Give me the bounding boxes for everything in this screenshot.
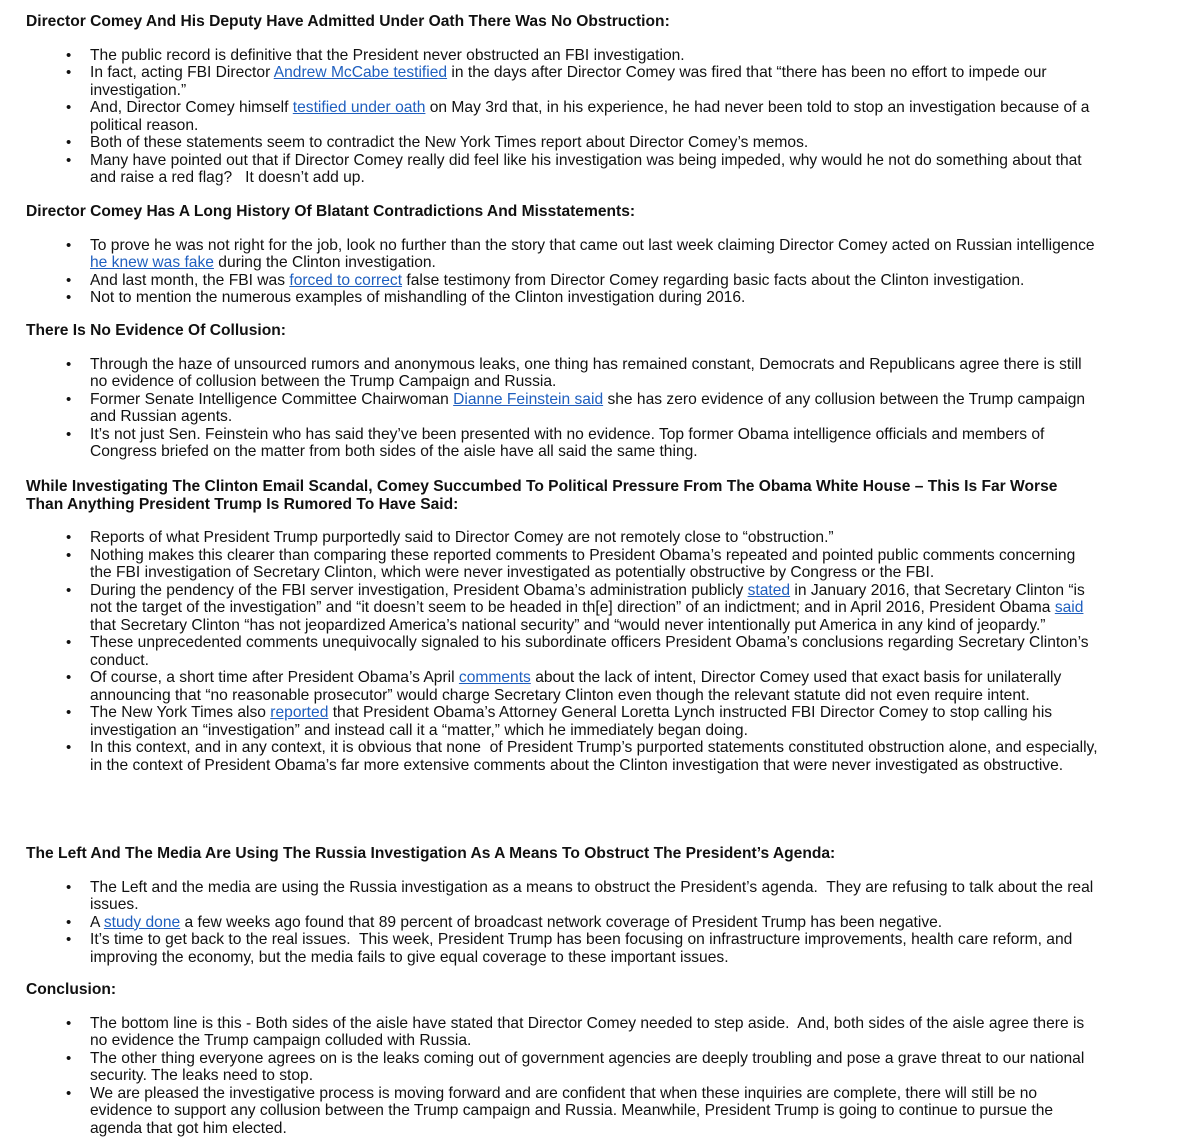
inline-link[interactable]: Dianne Feinstein said [453,390,604,408]
bullet-item [0,272,1100,290]
bullet-text: in January 2016, that Secretary Clinton “is not the target of the investigation” and “it doesn’t seem to be headed in th[e] direction” of an indictment; and in April 2016, President Obama [90,581,1085,616]
section-contradictions [0,203,1200,307]
section-heading: Director Comey And His Deputy Have Admitted Under Oath There Was No Obstruction: [26,13,670,30]
bullet-item [0,914,1100,932]
bullet-text: that President Obama’s Attorney General Loretta Lynch instructed FBI Director Comey to stop calling his investigation an “investigation” and instead call it a “matter,” which he immediately began doing. [90,704,1053,739]
section-heading: The Left And The Media Are Using The Russia Investigation As A Means To Obstruct The President’s Agenda: [26,845,836,862]
bullet-item [0,1085,1100,1138]
bullet-text: Of course, a short time after President Obama’s April [90,669,459,686]
bullet-list [0,356,1200,461]
bullet-item [0,931,1100,966]
section-no-obstruction [0,13,1200,187]
bullet-text: A [90,913,104,931]
bullet-text: false testimony from Director Comey regarding basic facts about the Clinton investigation. [402,271,1025,289]
bullet-text: Not to mention the numerous examples of mishandling of the Clinton investigation during 2016. [90,289,746,306]
bullet-text: she has zero evidence of any collusion between the Trump campaign and Russian agents. [90,390,1086,425]
inline-link[interactable]: reported [270,704,329,721]
inline-link[interactable]: testified under oath [292,99,426,116]
bullet-item [0,704,1100,739]
inline-link[interactable]: study done [103,913,181,931]
bullet-text: The other thing everyone agrees on is the leaks coming out of government agencies are deeply troubling and pose a grave threat to our national security. The leaks need to stop. [90,1049,1085,1084]
bullet-item [0,99,1100,134]
inline-link[interactable]: he knew was fake [90,254,214,271]
bullet-item [0,426,1100,461]
bullet-text: The New York Times also [90,704,271,721]
bullet-text: And last month, the FBI was [90,271,290,289]
bullet-list [0,529,1200,774]
bullet-item [0,64,1100,99]
bullet-text: a few weeks ago found that 89 percent of broadcast network coverage of President Trump has been negative. [180,913,943,931]
bullet-text: Nothing makes this clearer than comparing these reported comments to President Obama’s repeated and pointed public comments concerning the FBI investigation of Secretary Clinton, which were never investigated as potentially obstructive by Congress or the FBI. [90,546,1076,581]
inline-link[interactable]: Andrew McCabe testified [273,64,448,81]
bullet-text: Both of these statements seem to contradict the New York Times report about Director Comey’s memos. [90,134,809,151]
inline-link[interactable]: comments [458,669,531,686]
bullet-item [0,237,1100,272]
section-heading: Director Comey Has A Long History Of Blatant Contradictions And Misstatements: [26,203,636,220]
bullet-text: Many have pointed out that if Director Comey really did feel like his investigation was being impeded, why would he not do something about that and raise a red flag? It doesn’t add up. [90,151,1082,186]
bullet-text: In this context, and in any context, it is obvious that none of President Trump’s purported statements constituted obstruction alone, and especially, in the context of President Obama’s far more extensive comments about the Clinton investigation that were never investigated as obstructive. [90,739,1098,774]
bullet-text: It’s time to get back to the real issues. This week, President Trump has been focusing on infrastructure improvements, health care reform, and improving the economy, but the media fails to give equal coverage to these important issues. [90,931,1073,966]
bullet-text: In fact, acting FBI Director [90,64,274,81]
inline-link[interactable]: stated [747,581,791,599]
section-no-collusion [0,322,1200,461]
section-conclusion [0,981,1200,1137]
bullet-text: To prove he was not right for the job, look no further than the story that came out last week claiming Director Comey acted on Russian intelligence [90,236,1095,254]
bullet-item [0,1050,1100,1085]
inline-link[interactable]: said [1054,599,1084,616]
bullet-text: that Secretary Clinton “has not jeopardized America’s national security” and “would never intentionally put America in any kind of jeopardy.” [90,616,1046,634]
section-heading: While Investigating The Clinton Email Scandal, Comey Succumbed To Political Pressure From The Obama White House – This Is Far Worse Than Anything President Trump Is Rumored To Have Said: [26,478,1058,513]
bullet-item [0,547,1100,582]
bullet-list [0,1015,1200,1138]
bullet-list [0,879,1200,967]
bullet-item [0,879,1100,914]
section-clinton-email [0,478,1200,774]
section-heading: Conclusion: [26,981,117,998]
bullet-text: And, Director Comey himself [90,99,293,116]
inline-link[interactable]: forced to correct [289,271,403,289]
bullet-item [0,669,1100,704]
bullet-text: on May 3rd that, in his experience, he had never been told to stop an investigation because of a political reason. [90,99,1090,134]
bullet-item [0,134,1100,152]
bullet-text: We are pleased the investigative process is moving forward and are confident that when these inquiries are complete, there will still be no evidence to support any collusion between the Trump campaign and Russia. Meanwhile, President Trump is going to continue to pursue the agenda that got him elected. [90,1084,1054,1137]
bullet-text: during the Clinton investigation. [213,254,436,271]
bullet-item [0,739,1100,774]
bullet-item [0,391,1100,426]
bullet-text: Former Senate Intelligence Committee Chairwoman [90,390,454,408]
bullet-item [0,582,1100,635]
bullet-item [0,152,1100,187]
section-heading: There Is No Evidence Of Collusion: [26,322,286,339]
bullet-text: It’s not just Sen. Feinstein who has said they’ve been presented with no evidence. Top former Obama intelligence officials and members of Congress briefed on the matter from both sides of the aisle have all said the same thing. [90,425,1045,460]
bullet-item [0,289,1100,307]
bullet-item [0,529,1100,547]
bullet-text: The Left and the media are using the Russia investigation as a means to obstruct the President’s agenda. They are refusing to talk about the real issues. [90,878,1094,913]
bullet-text: The bottom line is this - Both sides of the aisle have stated that Director Comey needed to step aside. And, both sides of the aisle agree there is no evidence the Trump campaign colluded with Russia. [90,1014,1085,1049]
bullet-text: Through the haze of unsourced rumors and anonymous leaks, one thing has remained constant, Democrats and Republicans agree there is still no evidence of collusion between the Trump Campaign and Russia. [90,355,1082,390]
bullet-list [0,47,1200,187]
bullet-text: in the days after Director Comey was fired that “there has been no effort to impede our investigation.” [90,64,1047,99]
bullet-text: about the lack of intent, Director Comey used that exact basis for unilaterally announcing that “no reasonable prosecutor” would charge Secretary Clinton even though the relevant statute did not even require intent. [90,669,1062,704]
bullet-item [0,634,1100,669]
bullet-list [0,237,1200,307]
bullet-item [0,356,1100,391]
bullet-text: Reports of what President Trump purportedly said to Director Comey are not remotely close to “obstruction.” [90,529,834,546]
bullet-text: The public record is definitive that the President never obstructed an FBI investigation. [90,46,685,64]
bullet-text: These unprecedented comments unequivocally signaled to his subordinate officers President Obama’s conclusions regarding Secretary Clinton’s conduct. [90,634,1089,669]
bullet-item [0,1015,1100,1050]
bullet-text: During the pendency of the FBI server investigation, President Obama’s administration publicly [90,581,748,599]
bullet-item [0,47,1100,65]
section-left-and-media [0,845,1200,966]
